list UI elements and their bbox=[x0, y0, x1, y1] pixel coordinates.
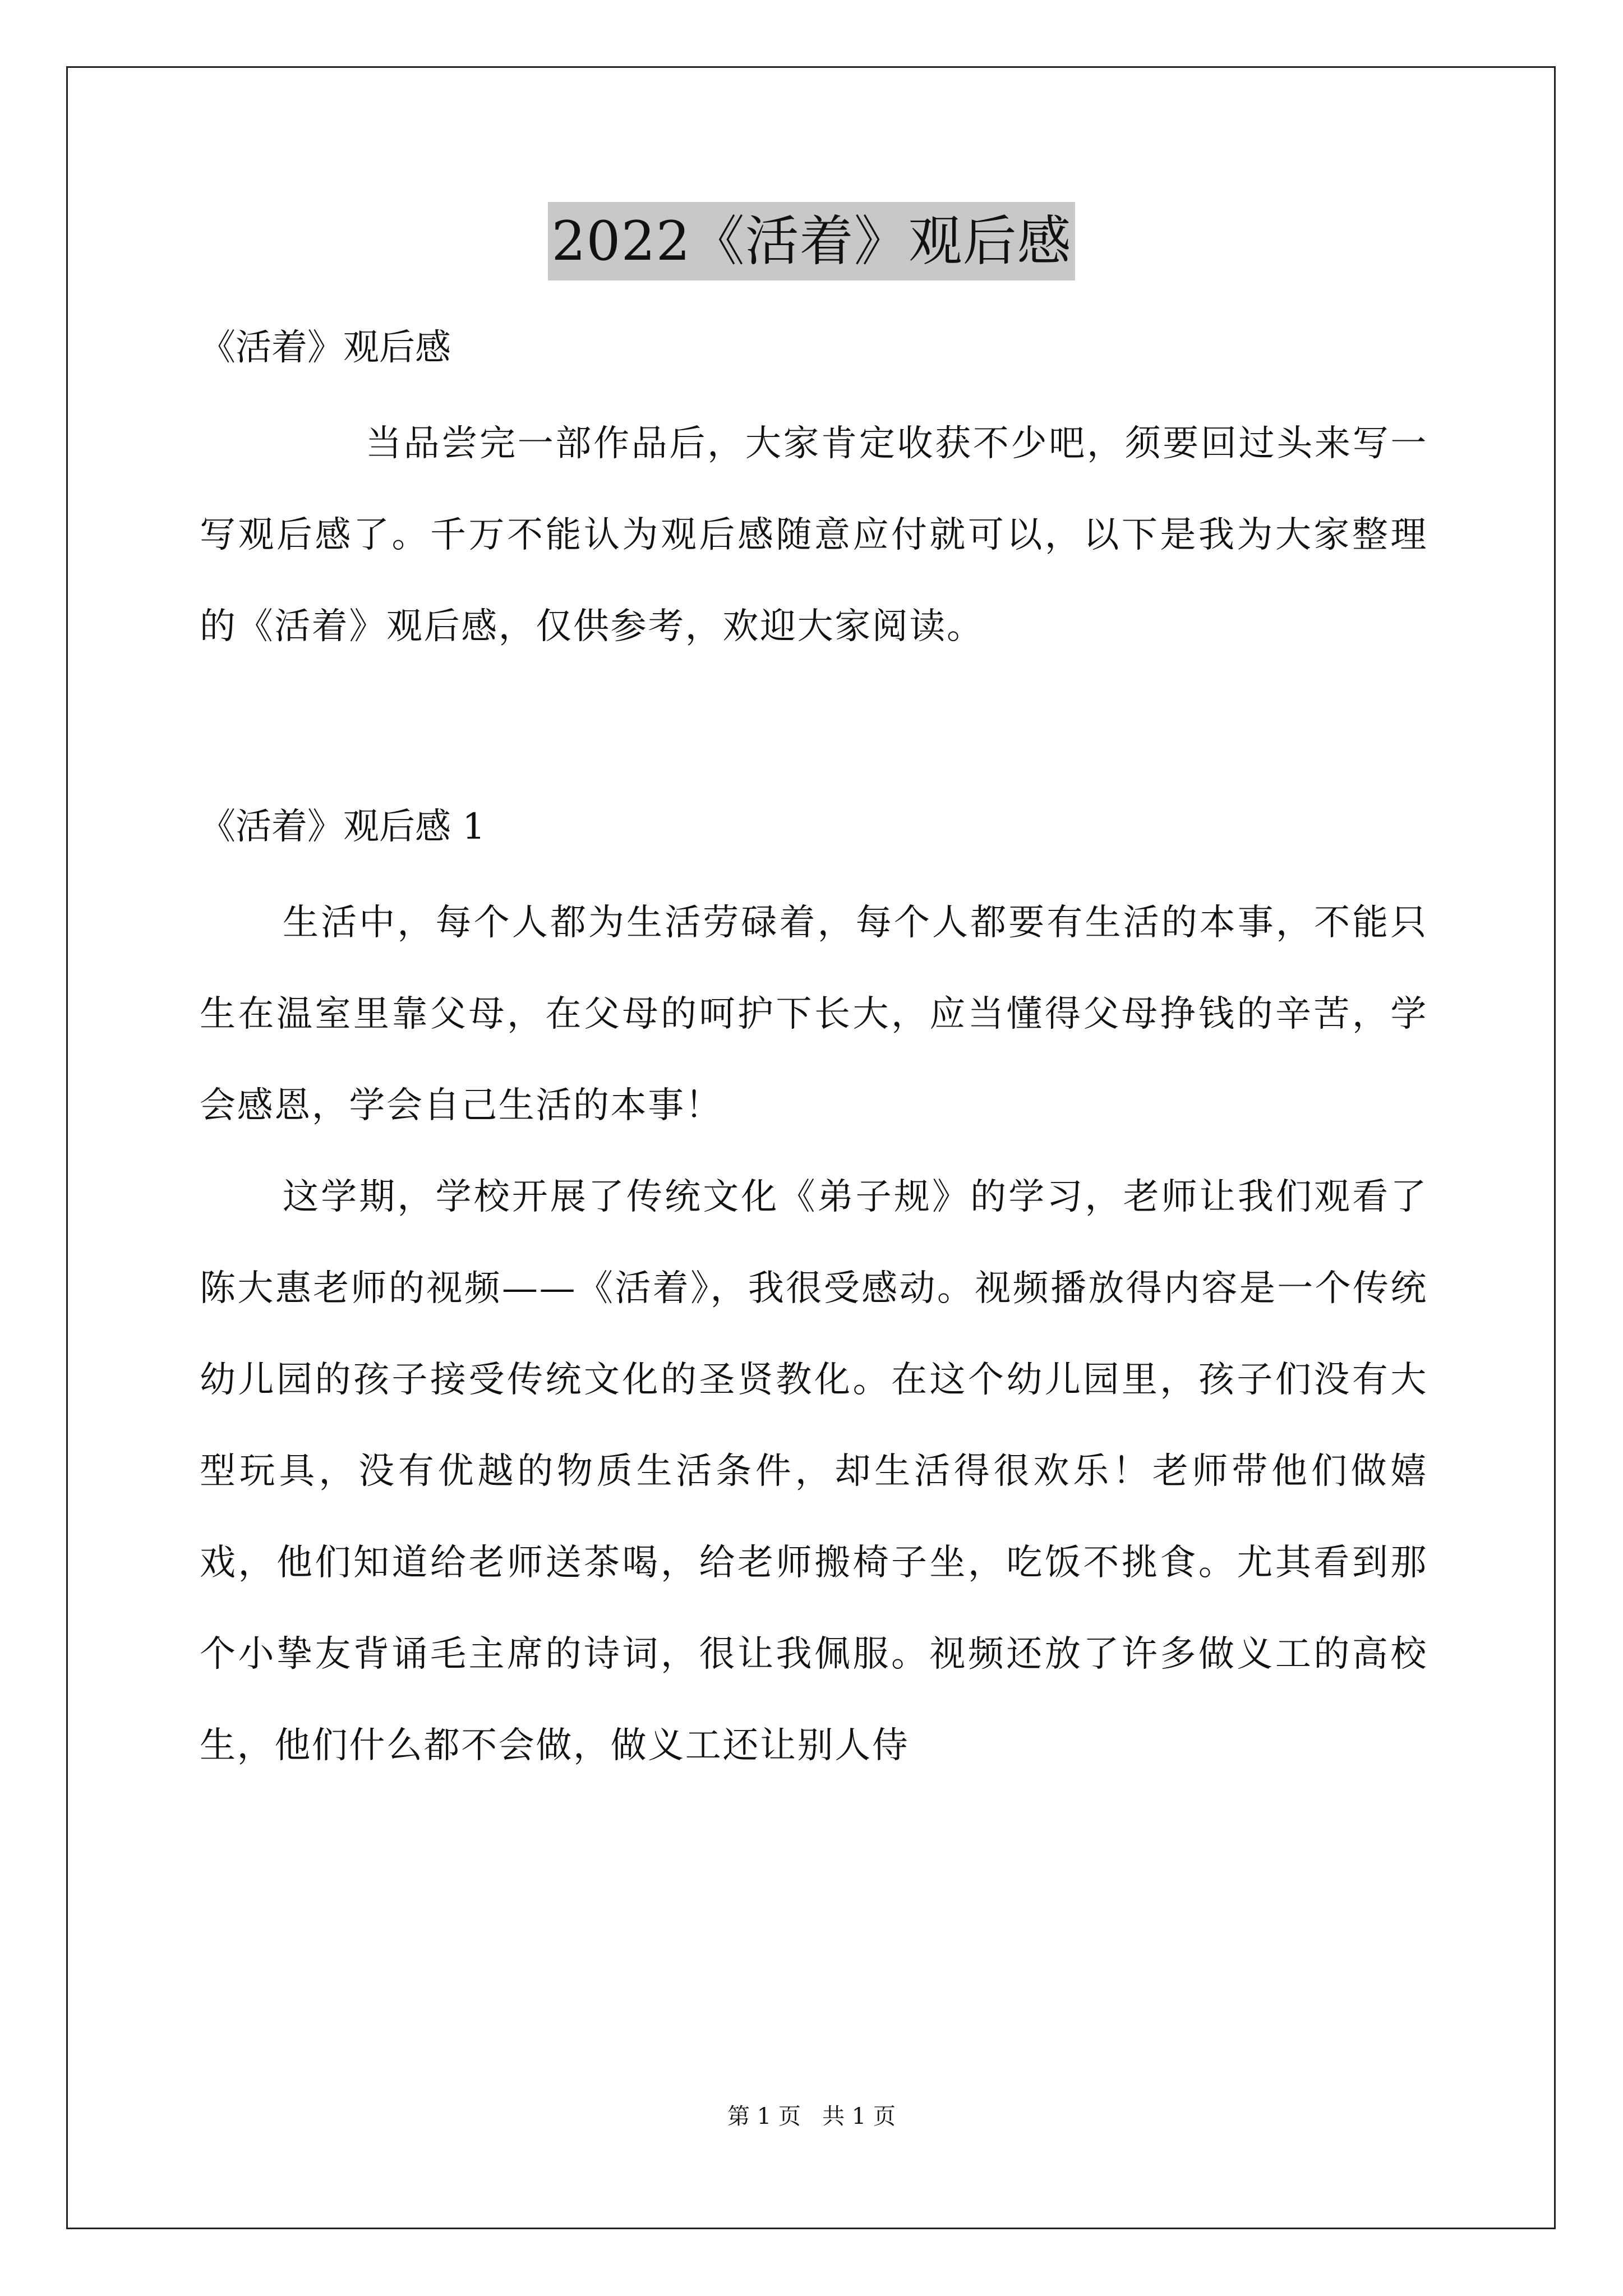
document-title: 2022《活着》观后感 bbox=[548, 202, 1075, 280]
section-heading: 《活着》观后感 1 bbox=[200, 806, 486, 848]
document-body bbox=[200, 314, 1428, 1792]
title-container bbox=[0, 202, 1623, 280]
intro-heading: 《活着》观后感 bbox=[200, 327, 451, 369]
body-paragraph-1: 生活中，每个人都为生活劳碌着，每个人都要有生活的本事，不能只生在温室里靠父母，在父母的呵护下长大，应当懂得父母挣钱的辛苦，学会感恩，学会自己生活的本事！ bbox=[200, 902, 1428, 1126]
intro-paragraph: 当品尝完一部作品后，大家肯定收获不少吧，须要回过头来写一写观后感了。千万不能认为观后感随意应付就可以，以下是我为大家整理的《活着》观后感，仅供参考，欢迎大家阅读。 bbox=[200, 423, 1428, 647]
body-paragraph-2: 这学期，学校开展了传统文化《弟子规》的学习，老师让我们观看了陈大惠老师的视频——《活着》，我很受感动。视频播放得内容是一个传统幼儿园的孩子接受传统文化的圣贤教化。在这个幼儿园里，孩子们没有大型玩具，没有优越的物质生活条件，却生活得很欢乐！老师带他们做嬉戏，他们知道给老师送茶喝，给老师搬椅子坐，吃饭不挑食。尤其看到那个小挚友背诵毛主席的诗词，很让我佩服。视频还放了许多做义工的高校生，他们什么都不会做，做义工还让别人侍 bbox=[200, 1176, 1428, 1766]
page-footer: 第 1 页 共 1 页 bbox=[727, 2104, 896, 2129]
